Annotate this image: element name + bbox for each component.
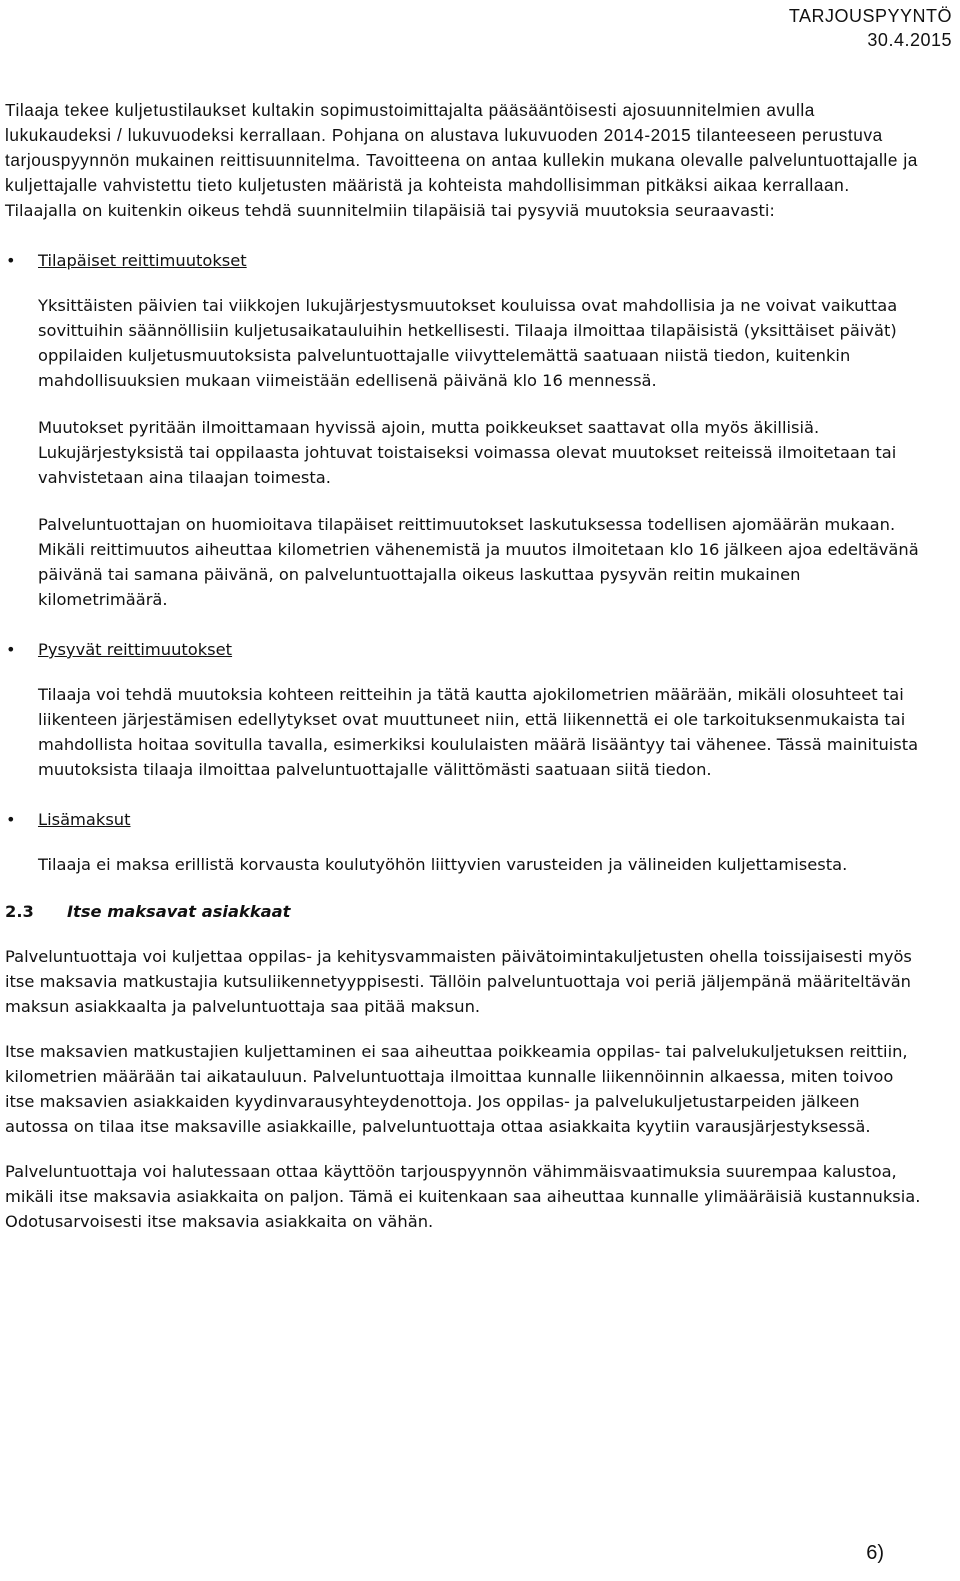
bullet-item-temporary-changes	[5, 248, 925, 273]
bullet-heading: Pysyvät reittimuutokset	[38, 640, 233, 659]
page-header	[789, 4, 952, 52]
bullet-item-permanent-changes	[5, 637, 925, 662]
bullet-paragraph: Tilaaja voi tehdä muutoksia kohteen reitteihin ja tätä kautta ajokilometrien määrään, mikäli olosuhteet tai liikenteen järjestämisen edellytykset ovat muuttuneet niin, että liikennettä ei ole tarkoituksenmukaista tai mahdollista hoitaa sovitulla tavalla, esimerkiksi koululaisten määrä lisääntyy tai vähenee. Tässä mainituista muutoksista tilaaja ilmoittaa palveluntuottajalle välittömästi saatuaan siitä tiedon.	[38, 685, 919, 779]
bullet-heading: Lisämaksut	[38, 810, 131, 829]
page-number: 6)	[866, 1542, 884, 1564]
document-body	[5, 98, 925, 1234]
section-paragraph: Palveluntuottaja voi kuljettaa oppilas- ja kehitysvammaisten päivätoimintakuljetusten ohella toissijaisesti myös itse maksavia matkustajia kutsuliikennetyyppisesti. Tällöin palveluntuottaja voi periä jäljempänä määriteltävän maksun asiakkaalta ja palveluntuottaja saa pitää maksun.	[5, 947, 912, 1016]
intro-goal-text: Tavoitteena on antaa kullekin mukana olevalle palveluntuottajalle ja kuljettajalle vahvistettu tieto kuljetusten määristä ja kohteista mahdollisimman pitkäksi aikaa kerrallaan.	[5, 150, 918, 195]
bullet-paragraph: Yksittäisten päivien tai viikkojen lukujärjestysmuutokset kouluissa ovat mahdollisia ja ne voivat vaikuttaa sovittuihin säännöllisiin kuljetusaikatauluihin hetkellisesti. Tilaaja ilmoittaa tilapäisistä (yksittäiset päivät) oppilaiden kuljetusmuutoksista palveluntuottajalle viivyttelemättä saatuaan niistä tiedon, kuitenkin mahdollisuuksien mukaan viimeistään edellisenä päivänä klo 16 mennessä.	[38, 296, 898, 390]
bullet-paragraph: Palveluntuottajan on huomioitava tilapäiset reittimuutokset laskutuksessa todellisen ajomäärän mukaan. Mikäli reittimuutos aiheuttaa kilometrien vähenemistä ja muutos ilmoitetaan klo 16 jälkeen ajoa edeltävänä päivänä tai samana päivänä, on palveluntuottajalla oikeus laskuttaa pysyvän reitin mukainen kilometrimäärä.	[38, 515, 919, 609]
bullet-item-extra-fees	[5, 807, 925, 832]
bullet-icon: •	[6, 810, 16, 829]
section-number: 2.3	[5, 902, 34, 921]
intro-rights-text: Tilaajalla on kuitenkin oikeus tehdä suunnitelmiin tilapäisiä tai pysyviä muutoksia seuraavasti:	[5, 201, 775, 220]
section-heading	[5, 899, 925, 924]
section-paragraph: Palveluntuottaja voi halutessaan ottaa käyttöön tarjouspyynnön vähimmäisvaatimuksia suurempaa kalustoa, mikäli itse maksavia asiakkaita on paljon. Tämä ei kuitenkaan saa aiheuttaa kunnalle ylimääräisiä kustannuksia. Odotusarvoisesti itse maksavia asiakkaita on vähän.	[5, 1162, 921, 1231]
bullet-heading: Tilapäiset reittimuutokset	[38, 251, 247, 270]
bullet-paragraph: Tilaaja ei maksa erillistä korvausta koulutyöhön liittyvien varusteiden ja välineiden kuljettamisesta.	[38, 855, 848, 874]
bullet-icon: •	[6, 640, 16, 659]
document-title: TARJOUSPYYNTÖ	[788, 6, 952, 26]
intro-lead-text: Tilaaja tekee kuljetustilaukset kultakin sopimustoimittajalta pääsääntöisesti ajosuunnitelmien avulla lukukaudeksi / lukuvuodeksi kerrallaan. Pohjana on alustava lukuvuoden 2014-2015 tilanteeseen perustuva tarjouspyynnön mukainen reittisuunnitelma.	[5, 100, 883, 170]
section-paragraph: Itse maksavien matkustajien kuljettaminen ei saa aiheuttaa poikkeamia oppilas- tai palvelukuljetuksen reittiin, kilometrien määrään tai aikatauluun. Palveluntuottaja ilmoittaa kunnalle liikennöinnin alkaessa, miten toivoo itse maksavien asiakkaiden kyydinvarausyhteydenottoja. Jos oppilas- ja palvelukuljetustarpeiden jälkeen autossa on tilaa itse maksaville asiakkaille, palveluntuottaja ottaa asiakkaita kyytiin varausjärjestyksessä.	[5, 1042, 908, 1136]
intro-paragraph	[5, 98, 925, 223]
bullet-paragraph: Muutokset pyritään ilmoittamaan hyvissä ajoin, mutta poikkeukset saattavat olla myös äkillisiä. Lukujärjestyksistä tai oppilaasta johtuvat toistaiseksi voimassa olevat muutokset reiteissä ilmoitetaan tai vahvistetaan aina tilaajan toimesta.	[38, 418, 897, 487]
section-title: Itse maksavat asiakkaat	[67, 902, 291, 921]
bullet-icon: •	[6, 251, 16, 270]
document-date: 30.4.2015	[867, 30, 952, 50]
